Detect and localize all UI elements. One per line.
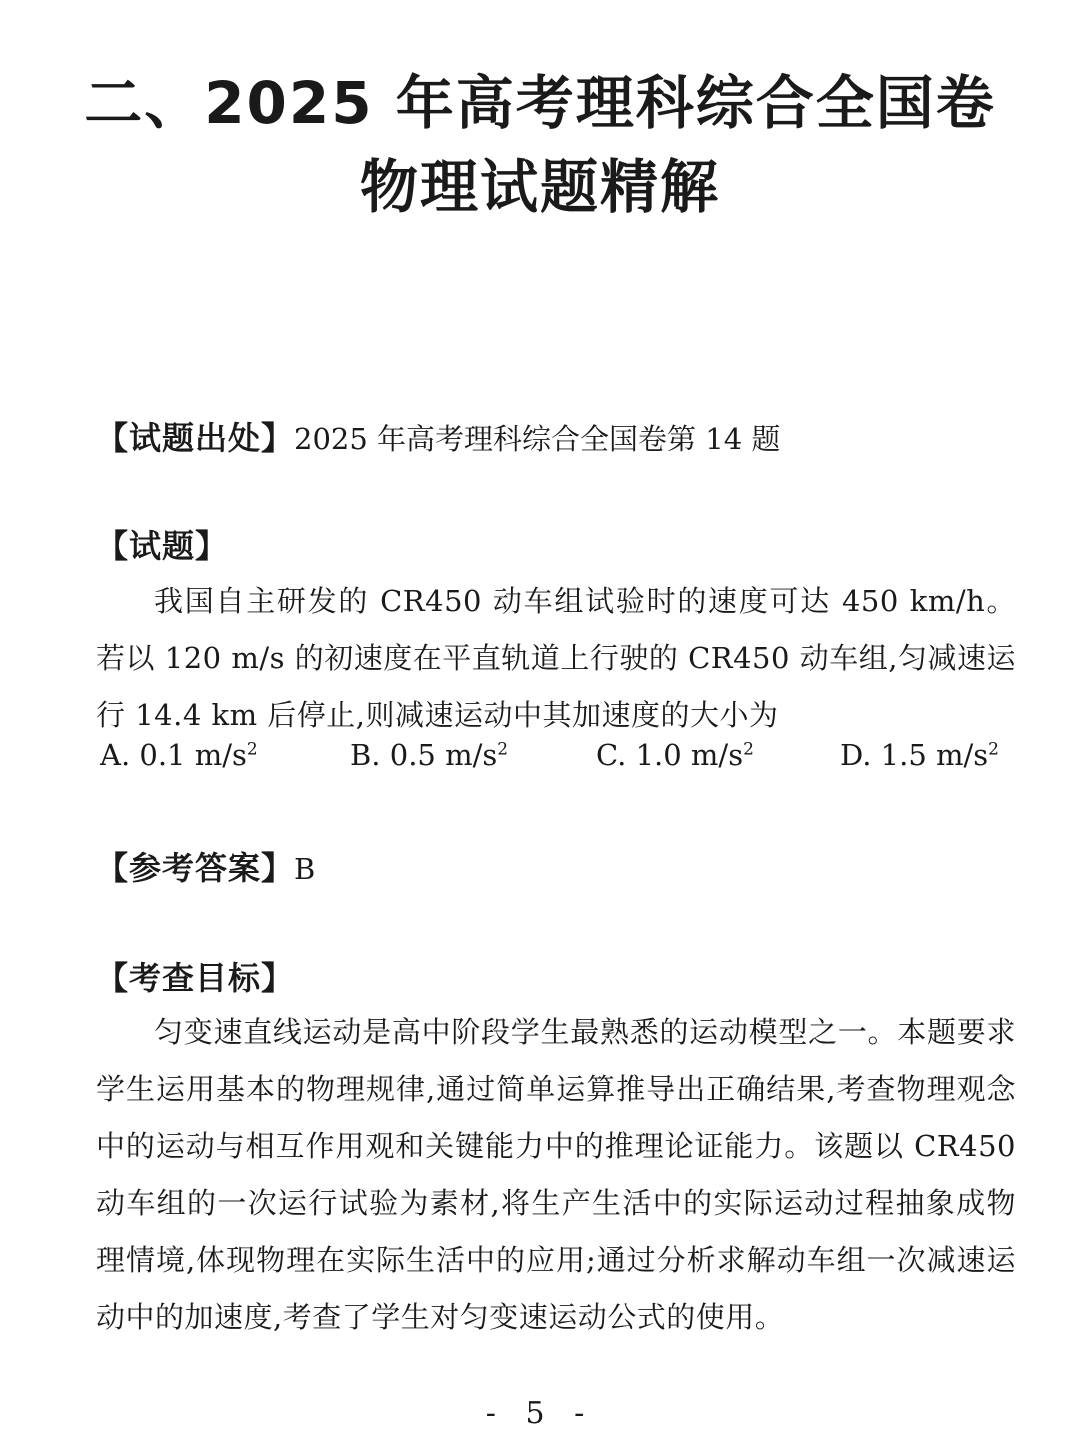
- question-label: 【试题】: [96, 527, 229, 565]
- source-text: 2025 年高考理科综合全国卷第 14 题: [294, 422, 781, 456]
- source-label: 【试题出处】: [96, 419, 295, 457]
- option-c: C. 1.0 $m/s^2$: [596, 738, 754, 772]
- option-b: B. 0.5 $m/s^2$: [350, 738, 509, 772]
- objective-body: [96, 1004, 1016, 1346]
- question-text: 我国自主研发的 CR450 动车组试验时的速度可达 450 km/h。若以 120 m/s 的初速度在平直轨道上行驶的 CR450 动车组,匀减速运行 14.4 km 后停止,则减速运动中其加速度的大小为: [96, 584, 1016, 732]
- page-number: - 5 -: [485, 1396, 595, 1431]
- objective-label: 【考查目标】: [96, 959, 295, 997]
- question-heading: [96, 524, 1016, 574]
- answer-options: [96, 738, 1016, 788]
- page-title-line-2: 物理试题精解: [359, 153, 720, 221]
- answer-label: 【参考答案】: [96, 849, 295, 887]
- source-section: [96, 416, 1016, 466]
- objective-text: 匀变速直线运动是高中阶段学生最熟悉的运动模型之一。本题要求学生运用基本的物理规律,通过简单运算推导出正确结果,考查物理观念中的运动与相互作用观和关键能力中的推理论证能力。该题以 CR450 动车组的一次运行试验为素材,将生产生活中的实际运动过程抽象成物理情境,体现物理在实际生活中的应用;通过分析求解动车组一次减速运动中的加速度,考查了学生对匀变速运动公式的使用。: [96, 1015, 1016, 1334]
- option-d: D. 1.5 $m/s^2$: [840, 738, 999, 772]
- answer-section: [96, 846, 1016, 896]
- answer-text: B: [294, 852, 316, 886]
- option-a: A. 0.1 $m/s^2$: [100, 738, 258, 772]
- objective-heading: [96, 956, 1016, 1006]
- question-body: [96, 573, 1016, 744]
- page-title-line-1: 二、2025 年高考理科综合全国卷: [84, 69, 996, 137]
